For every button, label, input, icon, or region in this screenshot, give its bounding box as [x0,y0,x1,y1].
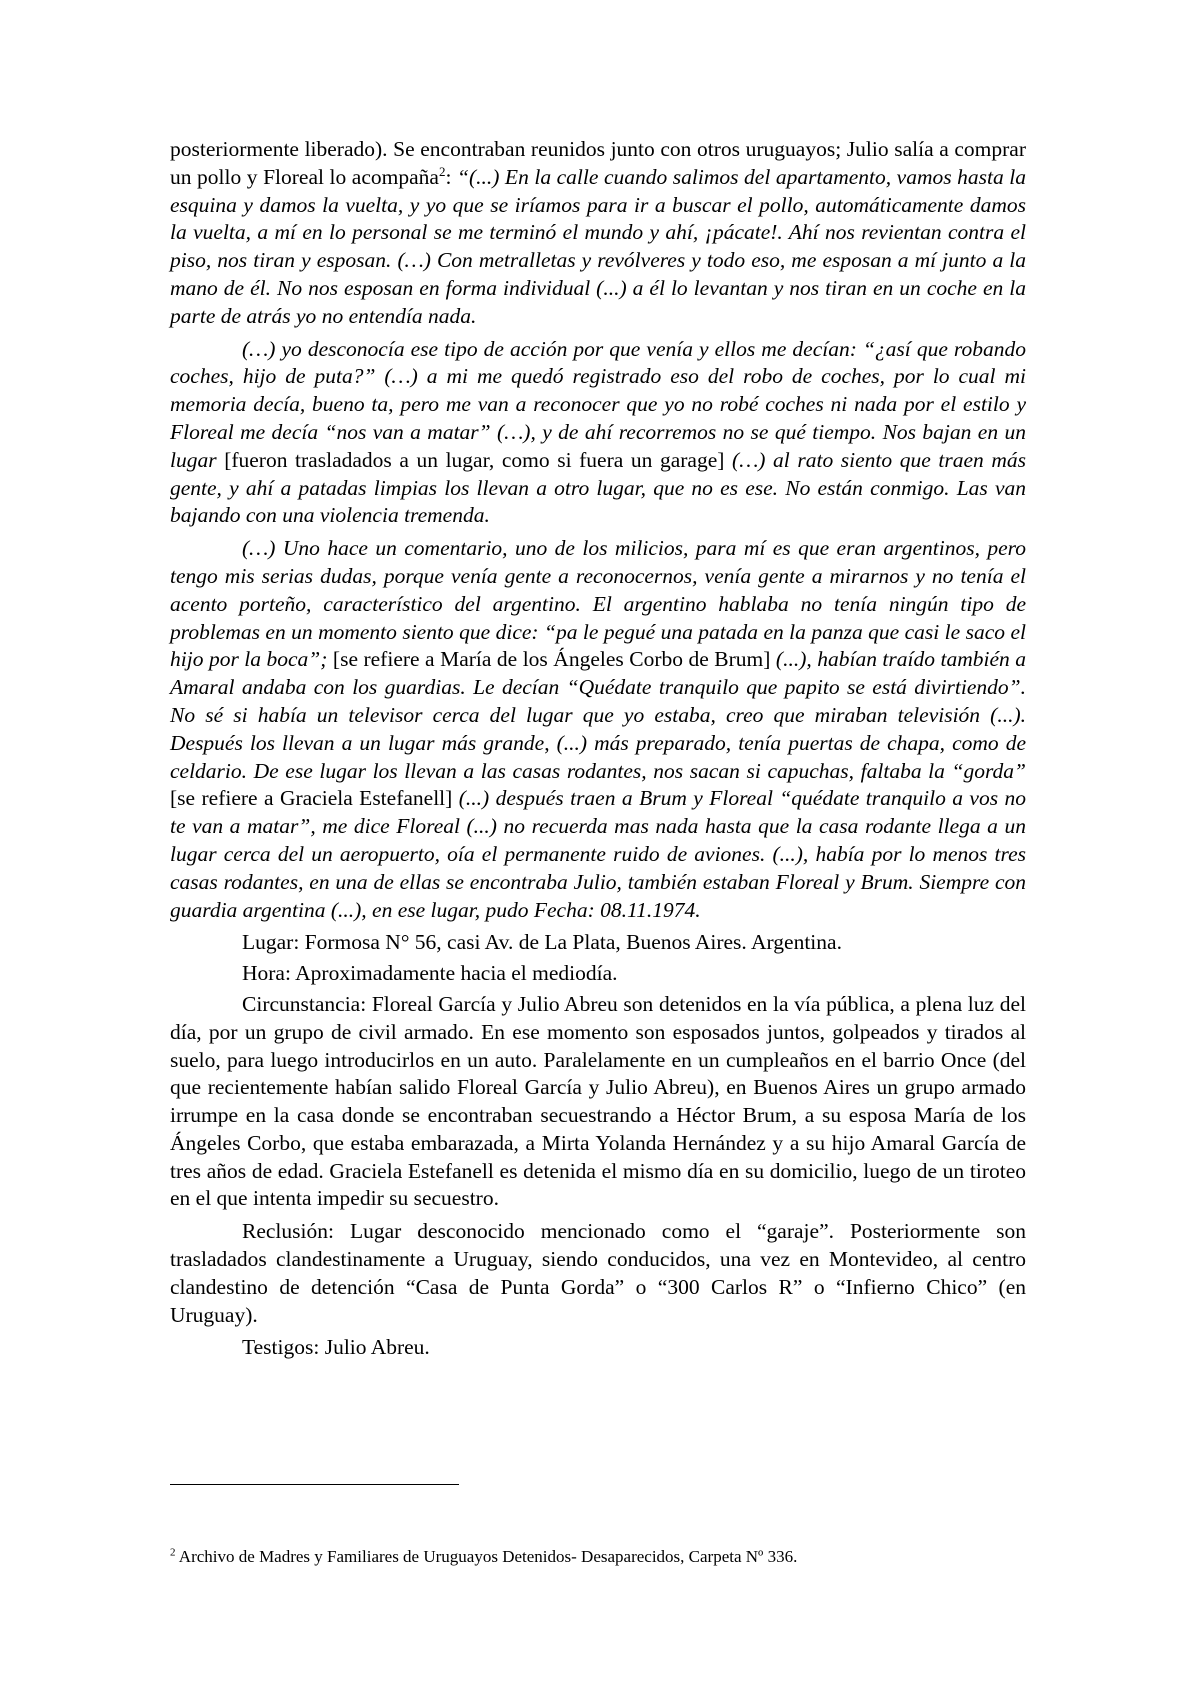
paragraph-lugar [170,929,1026,957]
quoted-testimony-text: (…) al rato siento que traen más gente, y ahí a patadas limpias los llevan a otro lugar, que no es ese. No están conmigo. Las van bajando con una violencia tremenda. [170,447,1026,528]
quoted-testimony-text: (...) más preparado, tenía puertas de chapa, como de celdario. De ese lugar los llevan a las casas rodantes, nos sacan si capuchas, faltaba la “gorda” [170,730,1026,783]
paragraph-circunstancia [170,991,1026,1213]
paragraph-testigos [170,1334,1026,1362]
quoted-testimony-text: no entendía nada. [321,303,477,328]
quoted-testimony-text: (…) Uno hace un comentario, uno de los milicios, para mí es que eran argentinos, pero tengo mis serias dudas, porque venía gente a reconocernos, venía gente a mirarnos y no tenía el acento porteño, característico del argentino. El argentino hablaba no tenía ningún tipo de problemas en un momento siento que dice: “pa le pegué una patada en la panza que casi le saco el hijo por la boca”; [170,536,1026,672]
footnote [170,1546,1070,1568]
paragraph-testimony-start [170,136,1026,331]
body-text: Reclusión: Lugar desconocido mencionado como el “garaje”. Posteriormente son trasladados clandestinamente a Uruguay, siendo conducidos, una vez en Montevideo, al centro clandestino de detención “Casa de Punta Gorda” o “300 Carlos R” o “Infierno Chico” (en Uruguay). [170,1219,1026,1327]
body-text: Lugar: Formosa N° 56, casi Av. de La Plata, Buenos Aires. Argentina. [242,930,842,955]
paragraph-reclusion [170,1218,1026,1329]
body-text: posteriormente liberado). Se encontraban reunidos junto con otros uruguayos; Julio salía a comprar un pollo y Floreal lo acompaña [170,137,1026,189]
quoted-testimony-text: (...) después traen a Brum y Floreal “quédate tranquilo a vos no te van a matar”, me dice Floreal (...) no recuerda mas nada hasta que la casa rodante llega a un lugar cerca del un aeropuerto, oía el permanente ruido de aviones. (...), había por lo menos tres casas rodantes, en una de ellas se encontraba Julio, también estaban Floreal y Brum. Siempre con guardia argentina (...), en ese lugar, pudo Fecha: 08.11.1974. [170,786,1026,922]
footnote-reference: 2 [438,163,446,179]
quoted-testimony-text: (...), habían traído también a Amaral andaba con los guardias. Le decían “Quédate tranquilo que papito se está divirtiendo”. No sé si había un televisor cerca del lugar que yo estaba, creo que miraban televisión (...). Después los llevan a un lugar más grande [170,647,1027,755]
paragraph-testimony-capture [170,336,1026,531]
footnote-marker: 2 [170,1546,176,1559]
body-text: Circunstancia: Floreal García y Julio Abreu son detenidos en la vía pública, a plena luz del día, por un grupo de civil armado. En ese momento son esposados juntos, golpeados y tirados al suelo, para luego introducirlos en un auto. Paralelamente en un cumpleaños en el barrio Once (del que recientemente habían salido Floreal García y Julio Abreu), en Buenos Aires un grupo armado irrumpe en la casa donde se encontraban secuestrando a Héctor Brum, a su esposa María de los Ángeles Corbo, que estaba embarazada, a Mirta Yolanda Hernández y a su hijo Amaral García de tres años de edad. Graciela Estefanell es detenida el mismo día en su domicilio, luego de un tiroteo en el que intenta impedir su secuestro. [170,991,1026,1211]
quoted-testimony-text: (…) yo desconocía ese tipo de acción por que venía y ellos me decían: “¿así que robando coches, hijo de puta?” (…) a mi me quedó registrado eso del robo de coches, por lo cual mi memoria decía, bueno ta, pero me van a reconocer que yo no robé coches ni nada por el estilo y Floreal me decía “nos van a matar” (…), y de ahí recorremos no se qué tiempo. Nos bajan en un lugar [170,336,1026,472]
body-text: Testigos: Julio Abreu. [242,1335,430,1360]
footnote-separator [170,1484,459,1485]
quoted-testimony-text: “(...) En la calle cuando salimos del apartamento, vamos hasta la esquina y damos la vuelta, y yo que se iríamos para ir a buscar el pollo, automáticamente damos la vuelta, a mí en lo personal se me terminó el mundo y ahí, ¡pácate!. Ahí nos revientan contra el piso, nos tiran y esposan. (…) Con metralletas y revólveres y todo eso, me esposan a mí junto a la mano de él. No nos esposan en forma individual (...) a él lo levantan y nos tiran en un coche en la parte de atrás yo [170,164,1026,328]
paragraph-hora [170,960,1026,988]
body-text: Hora: Aproximadamente hacia el mediodía. [242,961,618,986]
footnote-text: Archivo de Madres y Familiares de Uruguayos Detenidos- Desaparecidos, Carpeta Nº 336. [175,1547,798,1566]
body-text: , [544,730,557,755]
body-text: [fueron trasladados a un lugar, como si fuera un garage] [224,447,733,472]
document-body [170,136,1026,1367]
body-text: [se refiere a Graciela Estefanell] [170,786,459,811]
body-text: [se refiere a María de los Ángeles Corbo de Brum] [332,647,776,672]
body-text: : [445,164,457,189]
paragraph-testimony-detention [170,535,1026,924]
